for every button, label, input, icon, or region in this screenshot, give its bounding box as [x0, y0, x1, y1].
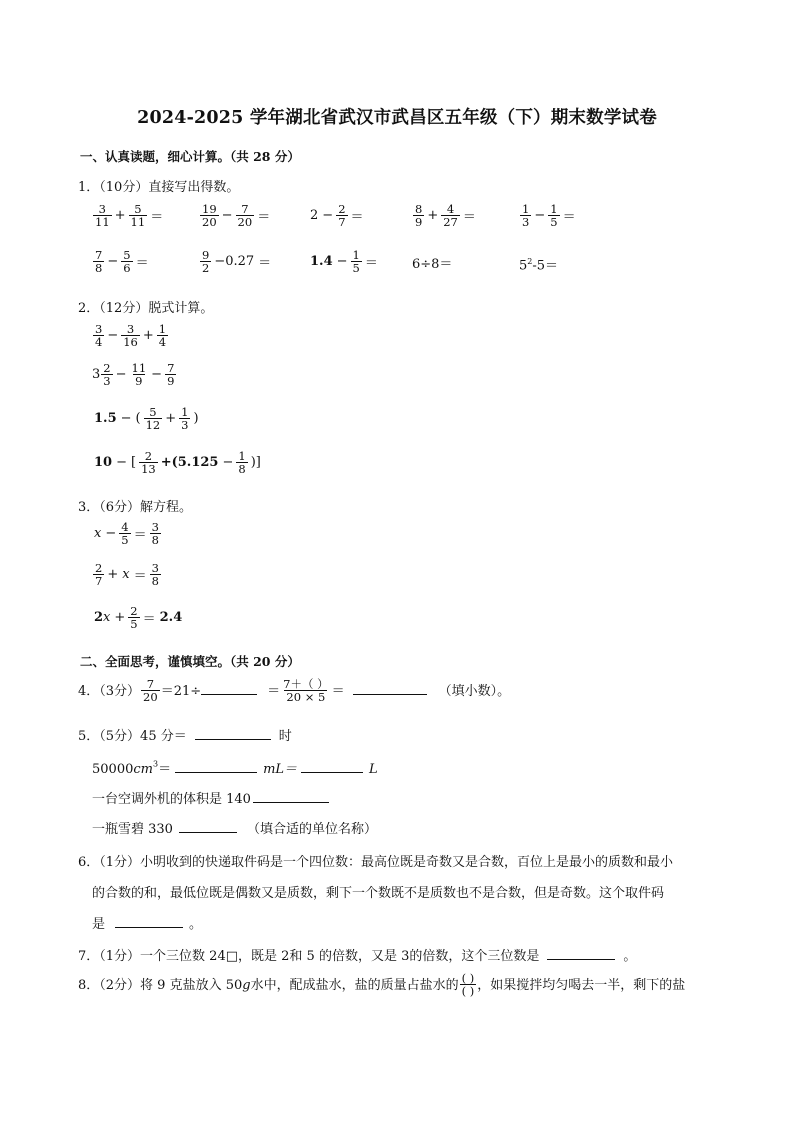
page-title: 2024-2025 学年湖北省武汉市武昌区五年级（下）期末数学试卷	[137, 108, 657, 128]
q5-line-2: $50000cm^3= mL= L$	[92, 759, 378, 777]
section-1-heading: 一、认真读题，细心计算。（共 28 分）	[80, 149, 300, 164]
q1-r1-item4: $\frac{8}{9}$ + $\frac{4}{27}$ ＝	[415, 202, 476, 230]
q3-eq-3: 2x + $\frac{2}{5}$ ＝ 2.4	[94, 604, 183, 632]
q5-blank-4[interactable]	[253, 790, 329, 803]
q1-stem: 1．（10分）直接写出得数。	[78, 180, 240, 195]
q1-r2-item2: $\frac{9}{2}$ −0.27 ＝	[202, 248, 272, 276]
q1-r2-item5: $5^2-5=$	[519, 257, 559, 274]
q6-line-1: 6．（1分）小明收到的快递取件码是一个四位数：最高位既是奇数又是合数，百位上是最小的质数和最小	[78, 855, 674, 870]
q2-expr-1: $\frac{3}{4}$ − $\frac{3}{16}$ + $\frac{1}{4}$	[95, 322, 167, 350]
q5-line-3: 一台空调外机的体积是 140	[92, 788, 329, 807]
q2-expr-2: 3 $\frac{2}{3}$ − $\frac{11}{9}$ − $\frac{7}{9}$	[92, 361, 175, 389]
q3-eq-2: $\frac{2}{7}$ + x ＝ $\frac{3}{8}$	[95, 561, 159, 589]
q2-stem: 2．（12分）脱式计算。	[78, 301, 214, 316]
q5-blank-3[interactable]	[301, 760, 363, 773]
q5-blank-1[interactable]	[195, 727, 271, 740]
section-2-heading: 二、全面思考，谨慎填空。（共 20 分）	[80, 654, 300, 669]
q4-line: 4．（3分） $\frac{7}{20}$ ＝21÷ ＝ $\frac{7+( )}{20 \times 5}$ ＝ （填小数）。	[78, 677, 511, 705]
q6-blank[interactable]	[115, 915, 183, 928]
q1-r2-item4: 6÷8＝	[412, 257, 453, 272]
q1-r1-item1: $\frac{3}{11}$ + $\frac{5}{11}$ ＝	[95, 202, 164, 230]
q5-blank-5[interactable]	[179, 820, 237, 833]
q6-line-2: 的合数的和，最低位既是偶数又是质数，剩下一个数既不是质数也不是合数，但是奇数。这个取件码	[92, 886, 665, 901]
q1-r2-item3: 1.4 − $\frac{1}{5}$ ＝	[310, 248, 378, 276]
q5-line-1: 5．（5分）45 分＝ 时	[78, 729, 292, 744]
q5-blank-2[interactable]	[175, 760, 257, 773]
q7-line: 7．（1分）一个三位数 24□，既是 2和 5 的倍数，又是 3的倍数，这个三位数是 。	[78, 949, 637, 964]
q7-blank[interactable]	[547, 947, 615, 960]
q4-blank-2[interactable]	[353, 682, 427, 695]
q1-r2-item1: $\frac{7}{8}$ − $\frac{5}{6}$ ＝	[95, 248, 149, 276]
q3-eq-1: x − $\frac{4}{5}$ ＝ $\frac{3}{8}$	[94, 520, 159, 548]
q4-blank-1[interactable]	[201, 682, 257, 695]
q3-stem: 3．（6分）解方程。	[78, 500, 193, 515]
q8-line: 8．（2分）将 9 克盐放入 50g水中，配成盐水，盐的质量占盐水的 ( ) ( ) ，如果搅拌均匀喝去一半，剩下的盐	[78, 971, 686, 999]
q1-r1-item5: $\frac{1}{3}$ − $\frac{1}{5}$ ＝	[522, 202, 576, 230]
q1-r1-item2: $\frac{19}{20}$ − $\frac{7}{20}$ ＝	[202, 202, 271, 230]
q5-line-4: 一瓶雪碧 330 （填合适的单位名称）	[92, 822, 377, 837]
q6-line-3: 是 。	[92, 917, 203, 932]
q2-expr-3: 1.5 − ( $\frac{5}{12}$ + $\frac{1}{3}$ )	[94, 405, 199, 433]
q1-r1-item3: 2 − $\frac{2}{7}$ ＝	[310, 202, 364, 230]
q2-expr-4: 10 − [ $\frac{2}{13}$ +(5.125 − $\frac{1}{8}$ )]	[94, 449, 261, 477]
